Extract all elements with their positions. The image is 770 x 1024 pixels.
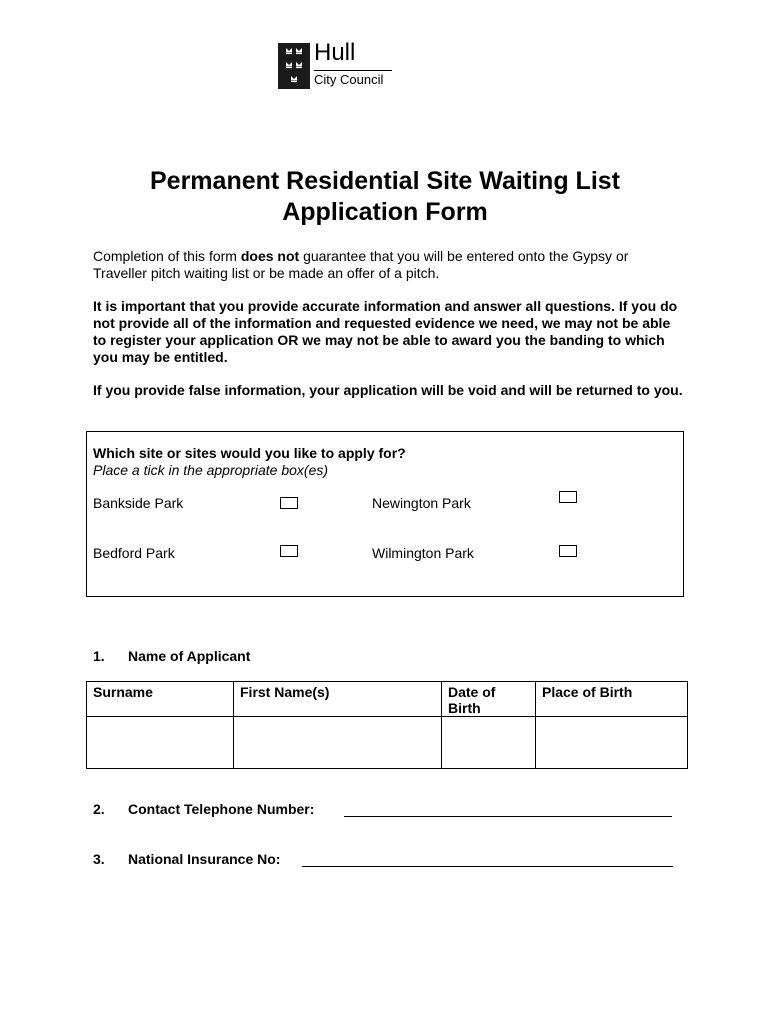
- intro-text-start: Completion of this form: [93, 248, 241, 264]
- site-label-bedford: Bedford Park: [93, 545, 175, 561]
- column-surname: Surname: [87, 682, 234, 717]
- column-first-names: First Name(s): [234, 682, 442, 717]
- logo-subname: City Council: [314, 72, 384, 87]
- telephone-number-field[interactable]: [344, 816, 672, 817]
- surname-input[interactable]: [87, 717, 233, 768]
- place-of-birth-cell: [536, 717, 688, 769]
- site-hint: Place a tick in the appropriate box(es): [93, 462, 329, 478]
- coat-of-arms-icon: [278, 43, 310, 89]
- form-title: Permanent Residential Site Waiting List Application Form: [150, 167, 620, 226]
- site-label-wilmington: Wilmington Park: [372, 545, 474, 561]
- checkbox-newington-park[interactable]: [559, 491, 577, 503]
- table-row: [87, 717, 688, 769]
- intro-text-end: guarantee that you will be entered onto the Gypsy or Traveller pitch waiting list or be made an offer of a pitch.: [93, 248, 629, 281]
- section-2-number: 2.: [93, 801, 105, 817]
- checkbox-wilmington-park[interactable]: [559, 545, 577, 557]
- applicant-name-table: [86, 681, 688, 769]
- section-2-label: Contact Telephone Number:: [128, 801, 315, 817]
- first-names-cell: [234, 717, 442, 769]
- date-of-birth-input[interactable]: [442, 717, 535, 768]
- date-of-birth-cell: [442, 717, 536, 769]
- place-of-birth-input[interactable]: [536, 717, 687, 768]
- checkbox-bedford-park[interactable]: [280, 545, 298, 557]
- surname-cell: [87, 717, 234, 769]
- site-label-newington: Newington Park: [372, 495, 471, 511]
- checkbox-bankside-park[interactable]: [280, 497, 298, 509]
- column-place-of-birth: Place of Birth: [536, 682, 688, 717]
- first-names-input[interactable]: [234, 717, 441, 768]
- section-1-label: Name of Applicant: [128, 648, 251, 664]
- column-date-of-birth: Date of Birth: [442, 682, 536, 717]
- intro-paragraph-guarantee: [93, 248, 683, 282]
- site-label-bankside: Bankside Park: [93, 495, 184, 511]
- intro-paragraph-false-info: If you provide false information, your application will be void and will be returned to you.: [93, 382, 683, 398]
- logo-divider: [314, 70, 392, 71]
- section-1-number: 1.: [93, 648, 105, 664]
- site-selection-box: [86, 431, 684, 597]
- intro-emphasis: does not: [240, 248, 300, 264]
- intro-paragraph-accuracy: It is important that you provide accurate information and answer all questions. If you do not provide all of the information and requested evidence we need, we may not be able to register your application OR we may not be able to award you the banding to which you may be entitled.: [93, 298, 678, 365]
- logo-name: Hull: [314, 39, 356, 66]
- site-question: Which site or sites would you like to apply for?: [93, 445, 406, 461]
- national-insurance-field[interactable]: [302, 866, 673, 867]
- council-logo: [278, 39, 418, 93]
- table-header-row: [87, 682, 688, 717]
- section-3-label: National Insurance No:: [128, 851, 281, 867]
- section-3-number: 3.: [93, 851, 105, 867]
